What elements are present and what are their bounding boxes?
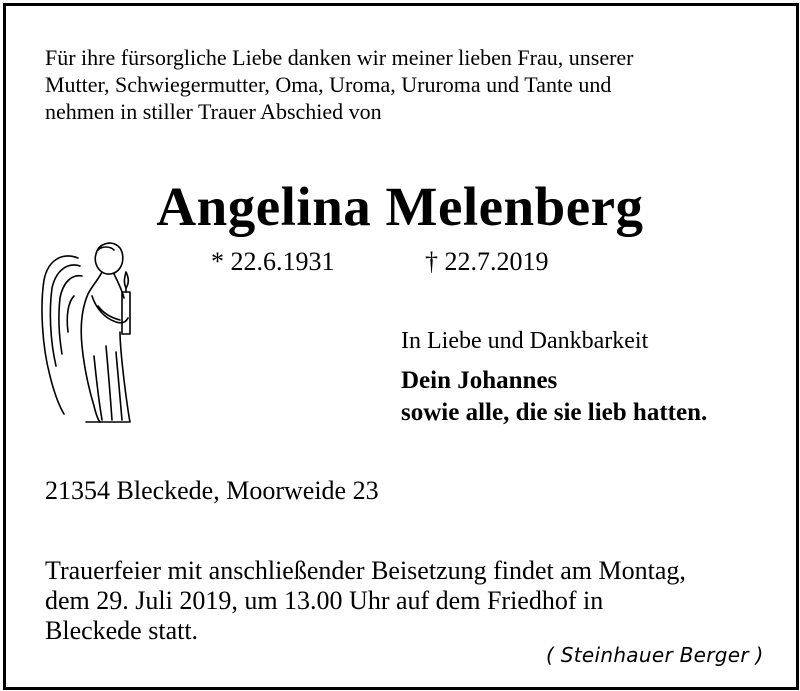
funeral-line: dem 29. Juli 2019, um 13.00 Uhr auf dem Friedhof in bbox=[45, 586, 604, 615]
funeral-line: Bleckede statt. bbox=[45, 616, 199, 645]
intro-line: nehmen in stiller Trauer Abschied von bbox=[45, 99, 382, 124]
funeral-line: Trauerfeier mit anschließender Beisetzung findet am Montag, bbox=[45, 556, 686, 585]
signature-primary: Dein Johannes bbox=[401, 367, 558, 394]
stonemason-mark: ( Steinhauer Berger ) bbox=[546, 643, 764, 667]
intro-text bbox=[45, 44, 765, 125]
candle bbox=[122, 292, 130, 334]
angel-with-candle-icon bbox=[38, 236, 143, 426]
intro-line: Für ihre fürsorgliche Liebe danken wir meiner lieben Frau, unserer bbox=[45, 45, 634, 70]
candle-flame bbox=[124, 272, 128, 288]
intro-line: Mutter, Schwiegermutter, Oma, Uroma, Ururoma und Tante und bbox=[45, 72, 612, 97]
signature-secondary: sowie alle, die sie lieb hatten. bbox=[401, 399, 708, 426]
birth-date: * 22.6.1931 bbox=[211, 247, 335, 276]
deceased-name: Angelina Melenberg bbox=[156, 176, 644, 237]
funeral-info bbox=[45, 556, 785, 646]
death-date: † 22.7.2019 bbox=[425, 247, 549, 276]
address: 21354 Bleckede, Moorweide 23 bbox=[45, 476, 379, 505]
closing-line: In Liebe und Dankbarkeit bbox=[401, 328, 649, 354]
